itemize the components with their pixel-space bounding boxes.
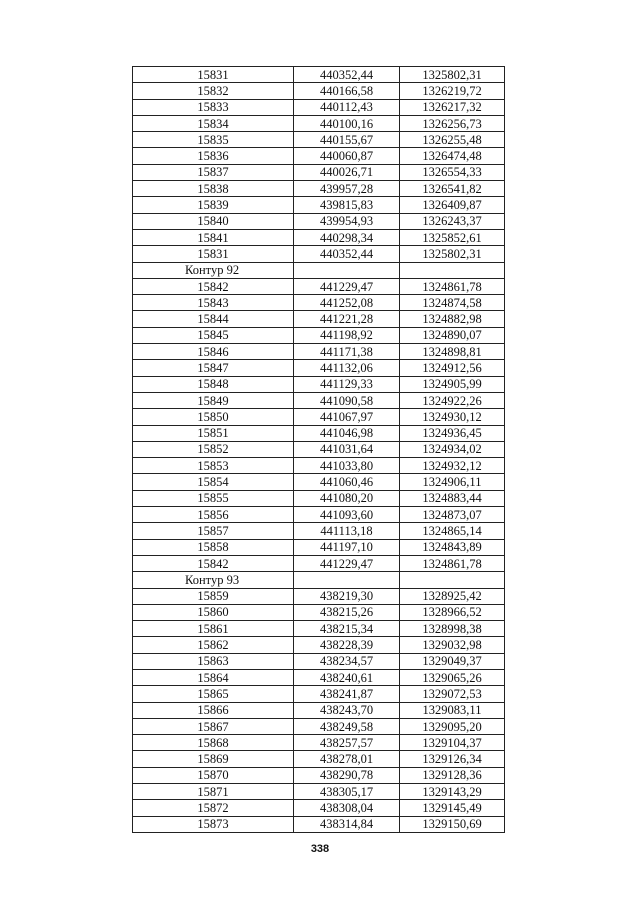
point-number-cell: 15869	[133, 751, 294, 767]
point-number-cell: 15835	[133, 132, 294, 148]
point-number-cell: 15831	[133, 67, 294, 83]
y-coordinate-cell: 1325802,31	[400, 246, 505, 262]
x-coordinate-cell: 440026,71	[294, 164, 400, 180]
point-number-cell: 15873	[133, 816, 294, 832]
x-coordinate-cell: 438278,01	[294, 751, 400, 767]
y-coordinate-cell: 1329065,26	[400, 669, 505, 685]
x-coordinate-cell: 441229,47	[294, 278, 400, 294]
point-number-cell: 15866	[133, 702, 294, 718]
point-number-cell: 15845	[133, 327, 294, 343]
x-coordinate-cell: 441229,47	[294, 555, 400, 571]
table-row	[133, 425, 505, 441]
table-row	[133, 197, 505, 213]
table-row	[133, 702, 505, 718]
table-row	[133, 507, 505, 523]
table-row	[133, 229, 505, 245]
table-row	[133, 523, 505, 539]
table-row	[133, 767, 505, 783]
table-row	[133, 311, 505, 327]
table-row	[133, 295, 505, 311]
point-number-cell: 15842	[133, 278, 294, 294]
coordinates-table	[132, 66, 505, 833]
table-row	[133, 751, 505, 767]
point-number-cell: 15842	[133, 555, 294, 571]
y-coordinate-cell: 1324934,02	[400, 441, 505, 457]
x-coordinate-cell: 441171,38	[294, 344, 400, 360]
x-coordinate-cell: 439954,93	[294, 213, 400, 229]
y-coordinate-cell: 1326256,73	[400, 115, 505, 131]
contour-label: Контур 92	[133, 262, 294, 278]
y-coordinate-cell: 1324874,58	[400, 295, 505, 311]
point-number-cell: 15861	[133, 621, 294, 637]
table-row	[133, 246, 505, 262]
x-coordinate-cell: 438215,34	[294, 621, 400, 637]
table-row	[133, 816, 505, 832]
empty-cell	[294, 262, 400, 278]
table-row	[133, 441, 505, 457]
point-number-cell: 15831	[133, 246, 294, 262]
y-coordinate-cell: 1324861,78	[400, 278, 505, 294]
x-coordinate-cell: 441132,06	[294, 360, 400, 376]
y-coordinate-cell: 1326409,87	[400, 197, 505, 213]
point-number-cell: 15834	[133, 115, 294, 131]
table-row	[133, 604, 505, 620]
table-row	[133, 653, 505, 669]
x-coordinate-cell: 440352,44	[294, 67, 400, 83]
empty-cell	[400, 572, 505, 588]
table-row	[133, 99, 505, 115]
y-coordinate-cell: 1326243,37	[400, 213, 505, 229]
y-coordinate-cell: 1329049,37	[400, 653, 505, 669]
point-number-cell: 15857	[133, 523, 294, 539]
point-number-cell: 15832	[133, 83, 294, 99]
x-coordinate-cell: 441129,33	[294, 376, 400, 392]
y-coordinate-cell: 1324922,26	[400, 392, 505, 408]
y-coordinate-cell: 1324932,12	[400, 458, 505, 474]
x-coordinate-cell: 440298,34	[294, 229, 400, 245]
y-coordinate-cell: 1329083,11	[400, 702, 505, 718]
point-number-cell: 15847	[133, 360, 294, 376]
y-coordinate-cell: 1324882,98	[400, 311, 505, 327]
x-coordinate-cell: 441113,18	[294, 523, 400, 539]
point-number-cell: 15846	[133, 344, 294, 360]
x-coordinate-cell: 438305,17	[294, 784, 400, 800]
table-row	[133, 669, 505, 685]
point-number-cell: 15860	[133, 604, 294, 620]
table-row	[133, 278, 505, 294]
table-row	[133, 327, 505, 343]
y-coordinate-cell: 1324873,07	[400, 507, 505, 523]
contour-label: Контур 93	[133, 572, 294, 588]
point-number-cell: 15864	[133, 669, 294, 685]
point-number-cell: 15848	[133, 376, 294, 392]
x-coordinate-cell: 440100,16	[294, 115, 400, 131]
y-coordinate-cell: 1326474,48	[400, 148, 505, 164]
table-row	[133, 376, 505, 392]
empty-cell	[400, 262, 505, 278]
table-row	[133, 115, 505, 131]
point-number-cell: 15852	[133, 441, 294, 457]
point-number-cell: 15865	[133, 686, 294, 702]
x-coordinate-cell: 438257,57	[294, 735, 400, 751]
y-coordinate-cell: 1326217,32	[400, 99, 505, 115]
table-row	[133, 67, 505, 83]
x-coordinate-cell: 438241,87	[294, 686, 400, 702]
x-coordinate-cell: 441221,28	[294, 311, 400, 327]
table-row	[133, 409, 505, 425]
x-coordinate-cell: 438290,78	[294, 767, 400, 783]
y-coordinate-cell: 1329032,98	[400, 637, 505, 653]
x-coordinate-cell: 438234,57	[294, 653, 400, 669]
y-coordinate-cell: 1324898,81	[400, 344, 505, 360]
x-coordinate-cell: 441067,97	[294, 409, 400, 425]
x-coordinate-cell: 441080,20	[294, 490, 400, 506]
table-row	[133, 686, 505, 702]
x-coordinate-cell: 440060,87	[294, 148, 400, 164]
x-coordinate-cell: 441046,98	[294, 425, 400, 441]
table-row	[133, 784, 505, 800]
table-row	[133, 490, 505, 506]
point-number-cell: 15859	[133, 588, 294, 604]
y-coordinate-cell: 1324883,44	[400, 490, 505, 506]
point-number-cell: 15856	[133, 507, 294, 523]
x-coordinate-cell: 439815,83	[294, 197, 400, 213]
y-coordinate-cell: 1329104,37	[400, 735, 505, 751]
table-row	[133, 637, 505, 653]
table-row	[133, 735, 505, 751]
point-number-cell: 15868	[133, 735, 294, 751]
y-coordinate-cell: 1326541,82	[400, 181, 505, 197]
table-row	[133, 458, 505, 474]
point-number-cell: 15836	[133, 148, 294, 164]
y-coordinate-cell: 1324906,11	[400, 474, 505, 490]
y-coordinate-cell: 1328998,38	[400, 621, 505, 637]
point-number-cell: 15862	[133, 637, 294, 653]
y-coordinate-cell: 1324936,45	[400, 425, 505, 441]
table-row	[133, 539, 505, 555]
y-coordinate-cell: 1328966,52	[400, 604, 505, 620]
table-row	[133, 800, 505, 816]
point-number-cell: 15840	[133, 213, 294, 229]
y-coordinate-cell: 1325852,61	[400, 229, 505, 245]
table-row	[133, 213, 505, 229]
x-coordinate-cell: 440112,43	[294, 99, 400, 115]
y-coordinate-cell: 1329128,36	[400, 767, 505, 783]
y-coordinate-cell: 1326219,72	[400, 83, 505, 99]
x-coordinate-cell: 438308,04	[294, 800, 400, 816]
point-number-cell: 15854	[133, 474, 294, 490]
y-coordinate-cell: 1324930,12	[400, 409, 505, 425]
y-coordinate-cell: 1324890,07	[400, 327, 505, 343]
point-number-cell: 15872	[133, 800, 294, 816]
x-coordinate-cell: 441093,60	[294, 507, 400, 523]
table-row	[133, 718, 505, 734]
y-coordinate-cell: 1324861,78	[400, 555, 505, 571]
point-number-cell: 15855	[133, 490, 294, 506]
y-coordinate-cell: 1324905,99	[400, 376, 505, 392]
x-coordinate-cell: 441090,58	[294, 392, 400, 408]
x-coordinate-cell: 440352,44	[294, 246, 400, 262]
point-number-cell: 15844	[133, 311, 294, 327]
x-coordinate-cell: 438240,61	[294, 669, 400, 685]
coordinates-table-body	[133, 67, 505, 833]
x-coordinate-cell: 439957,28	[294, 181, 400, 197]
y-coordinate-cell: 1324912,56	[400, 360, 505, 376]
point-number-cell: 15833	[133, 99, 294, 115]
point-number-cell: 15837	[133, 164, 294, 180]
table-row	[133, 555, 505, 571]
point-number-cell: 15850	[133, 409, 294, 425]
table-row	[133, 474, 505, 490]
y-coordinate-cell: 1325802,31	[400, 67, 505, 83]
y-coordinate-cell: 1326255,48	[400, 132, 505, 148]
y-coordinate-cell: 1329126,34	[400, 751, 505, 767]
contour-heading-row	[133, 262, 505, 278]
table-row	[133, 344, 505, 360]
y-coordinate-cell: 1324865,14	[400, 523, 505, 539]
x-coordinate-cell: 438219,30	[294, 588, 400, 604]
point-number-cell: 15867	[133, 718, 294, 734]
table-row	[133, 360, 505, 376]
point-number-cell: 15843	[133, 295, 294, 311]
table-row	[133, 132, 505, 148]
point-number-cell: 15851	[133, 425, 294, 441]
y-coordinate-cell: 1324843,89	[400, 539, 505, 555]
x-coordinate-cell: 438314,84	[294, 816, 400, 832]
y-coordinate-cell: 1329150,69	[400, 816, 505, 832]
point-number-cell: 15870	[133, 767, 294, 783]
table-row	[133, 588, 505, 604]
x-coordinate-cell: 438228,39	[294, 637, 400, 653]
y-coordinate-cell: 1329072,53	[400, 686, 505, 702]
x-coordinate-cell: 438243,70	[294, 702, 400, 718]
y-coordinate-cell: 1329095,20	[400, 718, 505, 734]
point-number-cell: 15849	[133, 392, 294, 408]
y-coordinate-cell: 1328925,42	[400, 588, 505, 604]
contour-heading-row	[133, 572, 505, 588]
table-row	[133, 621, 505, 637]
x-coordinate-cell: 441197,10	[294, 539, 400, 555]
x-coordinate-cell: 438249,58	[294, 718, 400, 734]
table-row	[133, 164, 505, 180]
point-number-cell: 15871	[133, 784, 294, 800]
point-number-cell: 15853	[133, 458, 294, 474]
y-coordinate-cell: 1329143,29	[400, 784, 505, 800]
x-coordinate-cell: 440166,58	[294, 83, 400, 99]
x-coordinate-cell: 441198,92	[294, 327, 400, 343]
x-coordinate-cell: 441033,80	[294, 458, 400, 474]
table-row	[133, 148, 505, 164]
empty-cell	[294, 572, 400, 588]
x-coordinate-cell: 441252,08	[294, 295, 400, 311]
x-coordinate-cell: 441031,64	[294, 441, 400, 457]
x-coordinate-cell: 441060,46	[294, 474, 400, 490]
x-coordinate-cell: 438215,26	[294, 604, 400, 620]
point-number-cell: 15838	[133, 181, 294, 197]
point-number-cell: 15841	[133, 229, 294, 245]
point-number-cell: 15863	[133, 653, 294, 669]
table-row	[133, 83, 505, 99]
point-number-cell: 15839	[133, 197, 294, 213]
y-coordinate-cell: 1326554,33	[400, 164, 505, 180]
y-coordinate-cell: 1329145,49	[400, 800, 505, 816]
x-coordinate-cell: 440155,67	[294, 132, 400, 148]
table-row	[133, 392, 505, 408]
point-number-cell: 15858	[133, 539, 294, 555]
table-row	[133, 181, 505, 197]
page-number: 338	[310, 843, 330, 855]
